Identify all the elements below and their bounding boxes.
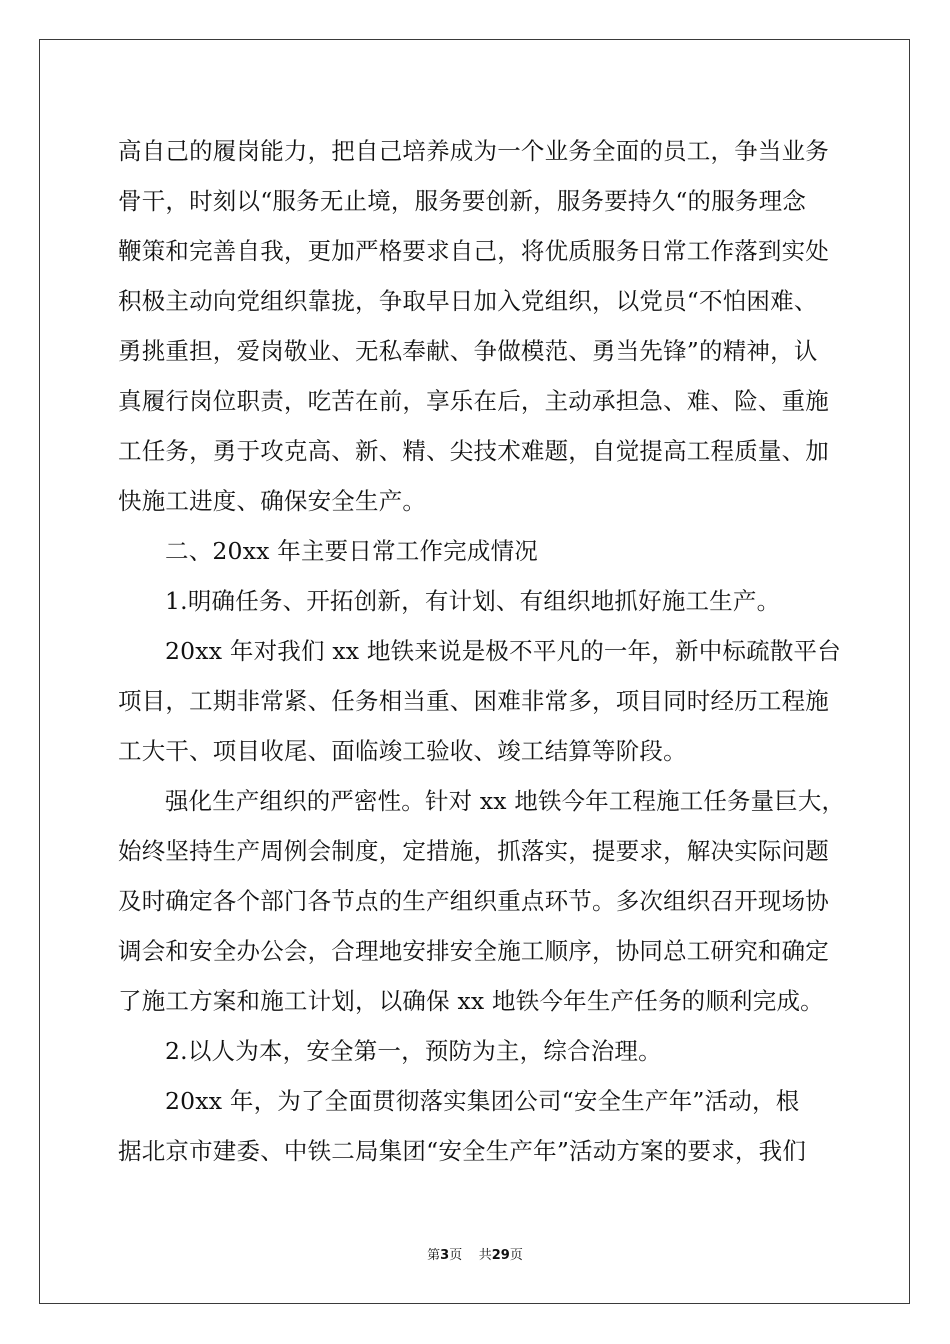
body-text-line: 了施工方案和施工计划，以确保 xx 地铁今年生产任务的顺利完成。 [118, 987, 824, 1015]
body-text-line: 20xx 年对我们 xx 地铁来说是极不平凡的一年，新中标疏散平台 [165, 637, 841, 665]
page-total-number: 29 [491, 1248, 510, 1263]
body-text-line: 据北京市建委、中铁二局集团“安全生产年”活动方案的要求，我们 [118, 1137, 807, 1165]
body-text-line: 勇挑重担，爱岗敬业、无私奉献、争做模范、勇当先锋”的精神，认 [118, 337, 818, 365]
body-text-line: 真履行岗位职责，吃苦在前，享乐在后，主动承担急、难、险、重施 [118, 387, 829, 415]
subsection-heading: 2.以人为本，安全第一，预防为主，综合治理。 [165, 1037, 662, 1065]
section-heading: 二、20xx 年主要日常工作完成情况 [165, 537, 538, 565]
body-text-line: 高自己的履岗能力，把自己培养成为一个业务全面的员工，争当业务 [118, 137, 829, 165]
page-prefix: 第 [427, 1248, 441, 1263]
body-text-line: 骨干，时刻以“服务无止境，服务要创新，服务要持久“的服务理念 [118, 187, 807, 215]
body-text-line: 调会和安全办公会，合理地安排安全施工顺序，协同总工研究和确定 [118, 937, 829, 965]
body-text-line: 积极主动向党组织靠拢，争取早日加入党组织，以党员“不怕困难、 [118, 287, 818, 315]
body-text-line: 强化生产组织的严密性。针对 xx 地铁今年工程施工任务量巨大， [165, 787, 846, 815]
body-text-line: 工大干、项目收尾、面临竣工验收、竣工结算等阶段。 [118, 737, 687, 765]
body-text-line: 项目，工期非常紧、任务相当重、困难非常多，项目同时经历工程施 [118, 687, 829, 715]
total-suffix: 页 [509, 1248, 523, 1263]
body-text-line: 20xx 年，为了全面贯彻落实集团公司“安全生产年”活动，根 [165, 1087, 800, 1115]
body-text-line: 工任务，勇于攻克高、新、精、尖技术难题，自觉提高工程质量、加 [118, 437, 829, 465]
page-footer [0, 1244, 950, 1263]
total-prefix: 共 [478, 1248, 492, 1263]
subsection-heading: 1.明确任务、开拓创新，有计划、有组织地抓好施工生产。 [165, 587, 781, 615]
page-current-number: 3 [440, 1248, 450, 1263]
body-text-line: 始终坚持生产周例会制度，定措施，抓落实，提要求，解决实际问题 [118, 837, 829, 865]
body-text-line: 及时确定各个部门各节点的生产组织重点环节。多次组织召开现场协 [118, 887, 829, 915]
page-suffix: 页 [449, 1248, 463, 1263]
body-text-line: 快施工进度、确保安全生产。 [118, 487, 427, 515]
body-text-line: 鞭策和完善自我，更加严格要求自己，将优质服务日常工作落到实处 [118, 237, 829, 265]
